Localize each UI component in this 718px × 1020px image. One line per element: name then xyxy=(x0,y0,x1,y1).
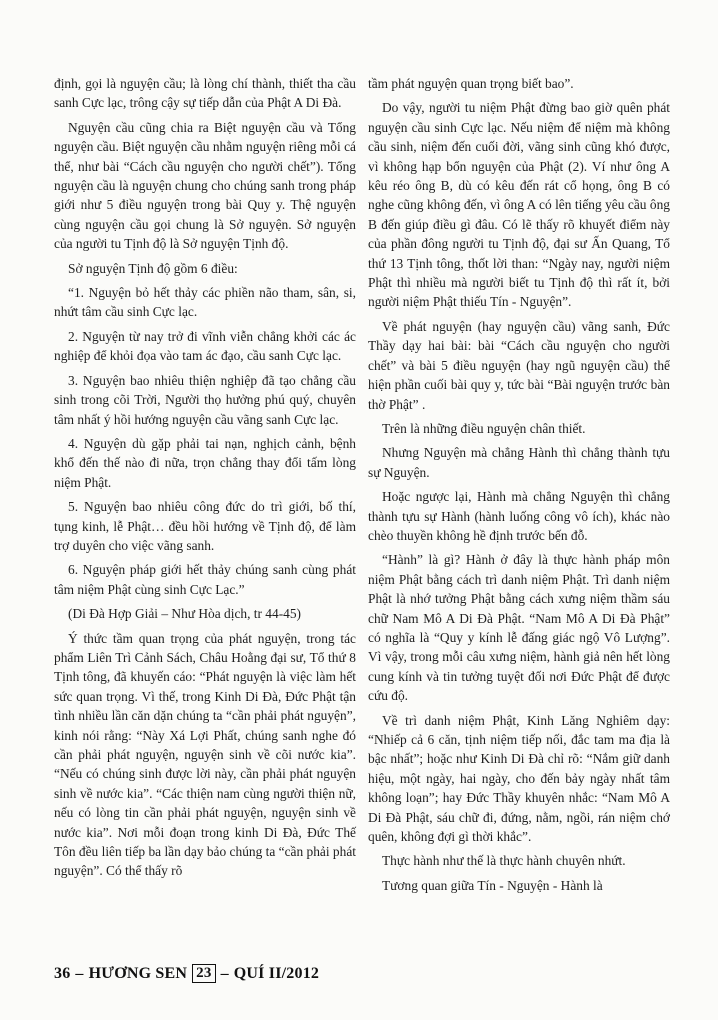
paragraph: Nhưng Nguyện mà chẳng Hành thì chẳng thành tựu sự Nguyện. xyxy=(368,445,670,480)
paragraph: Sở nguyện Tịnh độ gồm 6 điều: xyxy=(68,260,238,276)
paragraph: Về trì danh niệm Phật, Kinh Lăng Nghiêm dạy: “Nhiếp cả 6 căn, tịnh niệm tiếp nối, đắc tam ma địa là bậc nhất”; hoặc như Kinh Di Đà chỉ rõ: “Nắm giữ danh hiệu, một ngày, hai ngày, cho đến bảy ngày nhất tâm không loạn”; hay Đức Thầy khuyên nhắc: “Nam Mô A Di Đà Phật, sáu chữ đi, đứng, nằm, ngồi, rán niệm chớ quên, không đợi gì thời khắc”. xyxy=(368,712,670,845)
paragraph: Về phát nguyện (hay nguyện cầu) vãng sanh, Đức Thầy dạy hai bài: bài “Cách cầu nguyện cho người chết” và bài 5 điều nguyện (hay ngũ nguyện cầu) thể hiện phần cuối bài quy y, tức bài “Bài nguyện trước bàn thờ Phật” . xyxy=(368,318,670,412)
paragraph: Ý thức tầm quan trọng của phát nguyện, trong tác phẩm Liên Trì Cảnh Sách, Châu Hoằng đại sư, Tổ thứ 8 Tịnh tông, đã khuyến cáo: “Phát nguyện là việc làm hết sức quan trọng. Vì thế, trong Kinh Di Đà, Đức Phật tận tình nhiều lần căn dặn chúng ta “cần phải phát nguyện”, kinh nói rằng: “Này Xá Lợi Phất, chúng sanh nghe đó cần phải phát nguyện, nguyện sinh về cõi nước kia”. “Nếu có chúng sinh được lời này, cần phải phát nguyện sinh về nước kia”. “Các thiện nam cùng người thiện nữ, nếu có lòng tin cần phải phát nguyện, nguyện sinh về nước kia”. Nơi mỗi đoạn trong kinh Di Đà, Đức Thế Tôn đều liên tiếp ba lần dạy bảo chúng ta “cần phải phát nguyện”. Có thể thấy rõ xyxy=(54,630,356,879)
paragraph: 2. Nguyện từ nay trở đi vĩnh viễn chẳng khởi các ác nghiệp để khỏi đọa vào tam ác đạo, cầu sanh Cực lạc. xyxy=(54,328,356,364)
paragraph: Trên là những điều nguyện chân thiết. xyxy=(382,420,586,436)
issue-number: 23 xyxy=(192,964,215,983)
paragraph: 5. Nguyện bao nhiêu công đức do trì giới, bố thí, tụng kinh, lễ Phật… đều hồi hướng về Tịnh độ, để làm trợ duyên cho việc vãng sanh. xyxy=(54,499,356,553)
paragraph: “1. Nguyện bỏ hết thảy các phiền não tham, sân, si, nhứt tâm cầu sinh Cực lạc. xyxy=(54,285,356,320)
paragraph: định, gọi là nguyện cầu; là lòng chí thành, thiết tha cầu sanh Cực lạc, trông cậy sự tiếp dẫn của Phật A Di Đà. xyxy=(54,76,356,111)
paragraph: Nguyện cầu cũng chia ra Biệt nguyện cầu và Tổng nguyện cầu. Biệt nguyện cầu nhằm nguyện riêng mỗi cá thể, như bài “Cách cầu nguyện cho người chết”). Tổng nguyện cầu là nguyện chung cho chúng sanh trong pháp giới như 5 điều nguyện trong bài Quy y. Thệ nguyện cùng nguyện cầu gọi chung là Sở nguyện. Sở nguyện của người tu Tịnh độ là Sở nguyện Tịnh độ. xyxy=(54,119,356,252)
paragraph: Thực hành như thế là thực hành chuyên nhứt. xyxy=(382,853,626,869)
left-column xyxy=(54,74,356,886)
footer-separator: – xyxy=(75,964,84,982)
issue-period: QUÍ II/2012 xyxy=(233,964,320,982)
paragraph: 3. Nguyện bao nhiêu thiện nghiệp đã tạo chẳng cầu sinh trong cõi Trời, Người thọ hưởng phú quý, chuyên tâm nhất ý hồi hướng nguyện cầu vãng sanh Cực lạc. xyxy=(54,372,356,427)
magazine-name: HƯƠNG SEN xyxy=(88,964,188,982)
page-number: 36 xyxy=(54,964,71,982)
paragraph: “Hành” là gì? Hành ở đây là thực hành pháp môn niệm Phật bằng cách trì danh niệm Phật. Trì danh niệm Phật là nhớ tưởng Phật bằng cách xưng niệm thầm sáu chữ Nam Mô A Di Đà Phật. “Nam Mô A Di Đà Phật” có nghĩa là “Quy y kính lễ đấng giác ngộ Vô Lượng”. Vì vậy, trong mỗi câu xưng niệm, hành giả nên hết lòng cung kính và tin tưởng tuyệt đối nơi Đức Phật để được cứu độ. xyxy=(368,552,670,704)
paragraph: Do vậy, người tu niệm Phật đừng bao giờ quên phát nguyện cầu sinh Cực lạc. Nếu niệm để niệm mà không cầu sinh, niệm đến cuối đời, vãng sinh cũng khó được, vì không hạp bổn nguyện của Phật (2). Ví như ông A kêu réo ông B, dù có kêu đến rát cổ họng, ông B có nghe cũng không đến, vì ông A có lên tiếng yêu cầu ông B đến giúp điều gì đâu. Có lẽ thấy rõ khuyết điểm này của phần đông người tu Tịnh độ, đại sư Ấn Quang, Tổ thứ 13 Tịnh tông, thốt lời than: “Ngày nay, người niệm Phật thì nhiều mà người biết tu Tịnh độ thì rất ít, bởi người niệm Phật thiếu Tín - Nguyện”. xyxy=(368,100,670,310)
page-footer xyxy=(54,964,319,983)
paragraph: tầm phát nguyện quan trọng biết bao”. xyxy=(368,76,574,91)
citation: (Di Đà Hợp Giải – Như Hòa dịch, tr 44-45) xyxy=(68,606,302,622)
paragraph: Tương quan giữa Tín - Nguyện - Hành là xyxy=(382,877,603,893)
right-column xyxy=(368,74,670,900)
footer-separator: – xyxy=(220,964,229,982)
paragraph: 4. Nguyện dù gặp phải tai nạn, nghịch cảnh, bệnh khổ đến thế nào đi nữa, trọn chẳng thay đổi tấm lòng niệm Phật. xyxy=(54,435,356,490)
paragraph: 6. Nguyện pháp giới hết thảy chúng sanh cùng phát tâm niệm Phật cùng sinh Cực Lạc.” xyxy=(54,562,356,597)
paragraph: Hoặc ngược lại, Hành mà chẳng Nguyện thì chẳng thành tựu sự Hành (hành luống công vô ích), khác nào chèo thuyền không hề định trước bến đỗ. xyxy=(368,489,670,543)
